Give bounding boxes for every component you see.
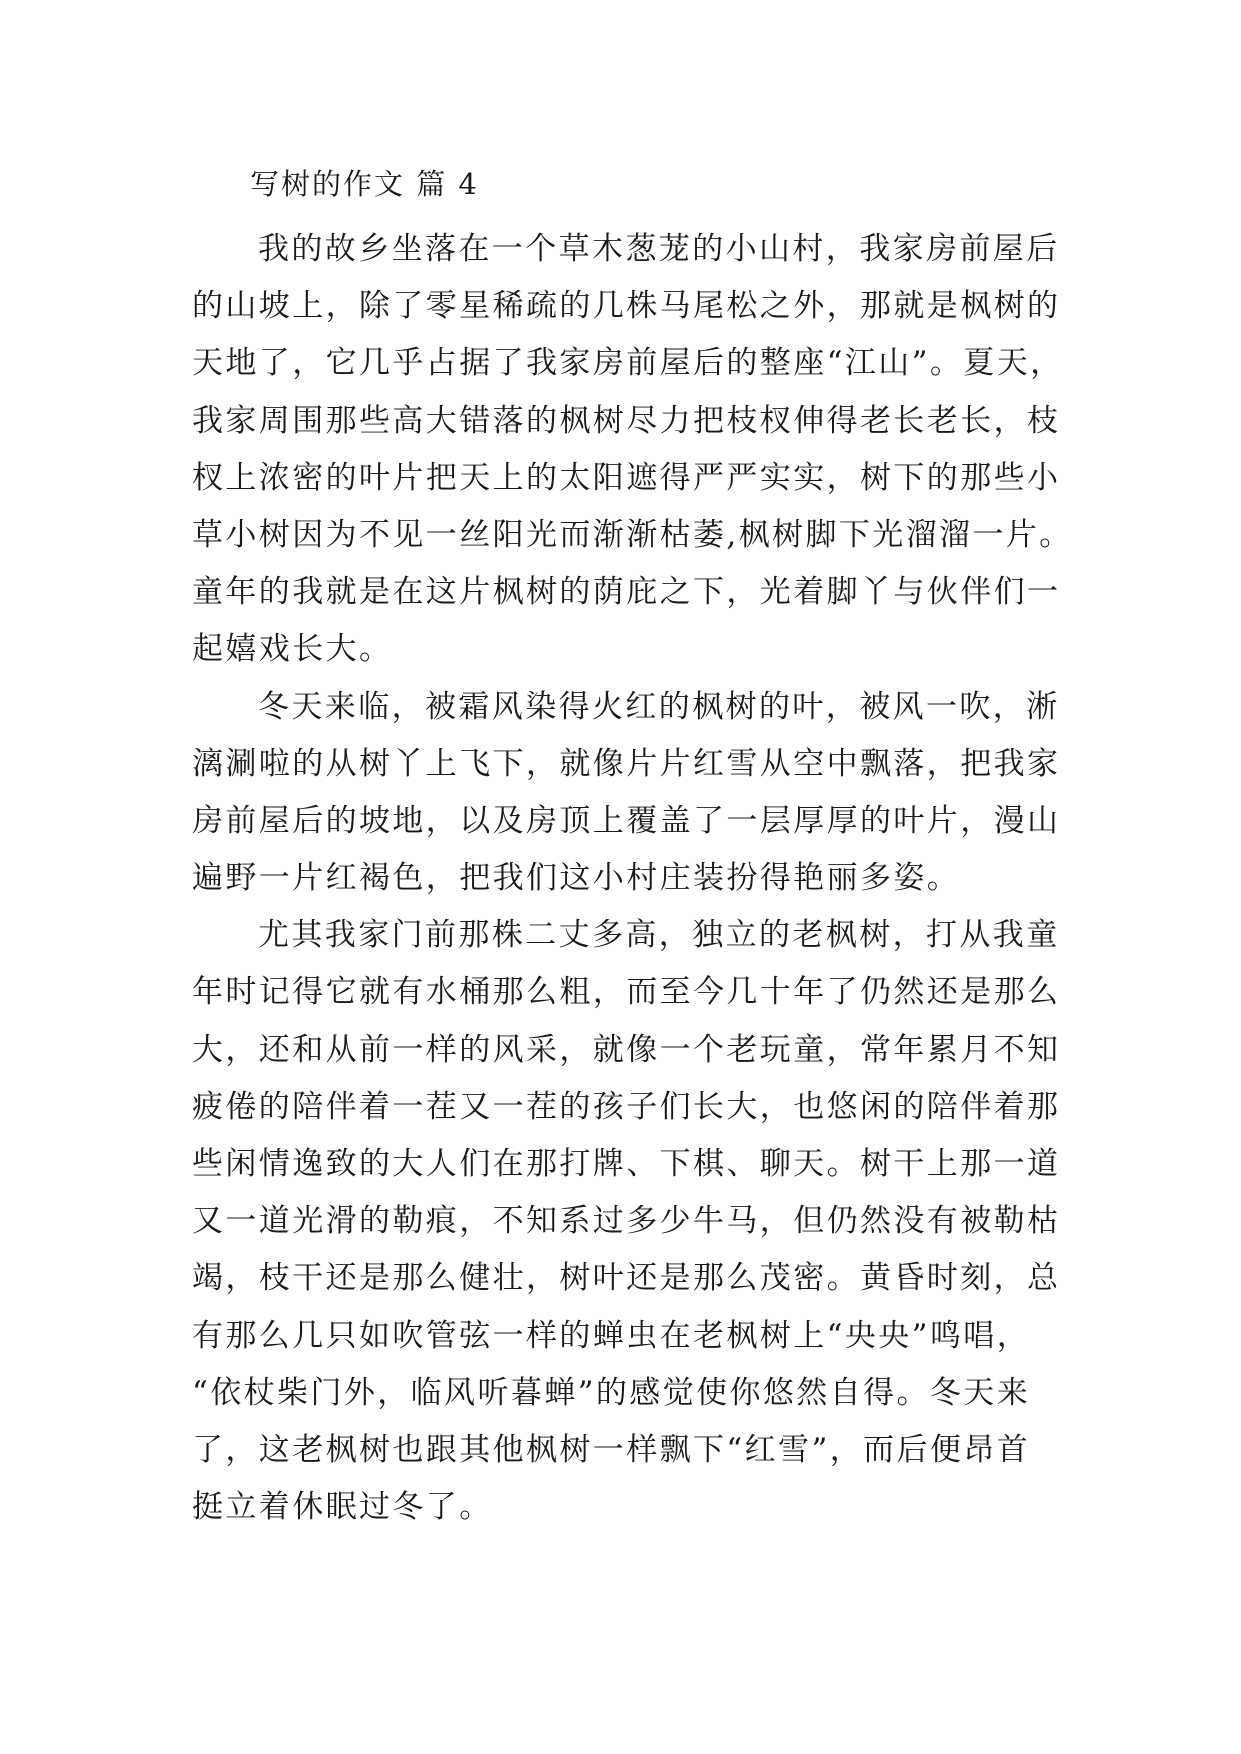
text-line: 的山坡上，除了零星稀疏的几株马尾松之外，那就是枫树的: [192, 288, 1061, 325]
text-line: “依杖柴门外，临风听暮蝉”的感觉使你悠然自得。冬天来: [192, 1374, 1031, 1411]
text-line: 漓涮啦的从树丫上飞下，就像片片红雪从空中飘落，把我家: [192, 745, 1061, 782]
text-line: 遍野一片红褐色，把我们这小村庄装扮得艳丽多姿。: [192, 860, 961, 897]
text-line: 杈上浓密的叶片把天上的太阳遮得严严实实，树下的那些小: [192, 459, 1061, 496]
text-line: 我家周围那些高大错落的枫树尽力把枝杈伸得老长老长，枝: [192, 402, 1061, 439]
text-line: 些闲情逸致的大人们在那打牌、下棋、聊天。树干上那一道: [192, 1146, 1061, 1182]
text-line: 大，还和从前一样的风采，就像一个老玩童，常年累月不知: [192, 1031, 1061, 1068]
text-line: 房前屋后的坡地，以及房顶上覆盖了一层厚厚的叶片，漫山: [192, 802, 1061, 839]
text-line: 年时记得它就有水桶那么粗，而至今几十年了仍然还是那么: [192, 974, 1061, 1011]
text-line: 竭，枝干还是那么健壮，树叶还是那么茂密。黄昏时刻，总: [192, 1260, 1061, 1297]
text-line: 草小树因为不见一丝阳光而渐渐枯萎,枫树脚下光溜溜一片。: [192, 516, 1073, 553]
text-line: 疲倦的陪伴着一茬又一茬的孩子们长大，也悠闲的陪伴着那: [192, 1088, 1061, 1125]
essay-body: [192, 221, 1072, 1536]
text-line: 童年的我就是在这片枫树的荫庇之下，光着脚丫与伙伴们一: [192, 574, 1061, 611]
text-line: 起嬉戏长大。: [192, 631, 393, 668]
text-line: 了，这老枫树也跟其他枫树一样飘下“红雪”，而后便昂首: [192, 1431, 1031, 1468]
text-line: 挺立着休眠过冬了。: [192, 1489, 493, 1526]
text-line: 我的故乡坐落在一个草木葱茏的小山村，我家房前屋后: [258, 231, 1060, 267]
text-line: 又一道光滑的勒痕，不知系过多少牛马，但仍然没有被勒枯: [192, 1203, 1061, 1240]
text-line: 有那么几只如吹管弦一样的蝉虫在老枫树上“央央”鸣唱，: [192, 1317, 1031, 1354]
text-line: 冬天来临，被霜风染得火红的枫树的叶，被风一吹，淅: [258, 688, 1060, 725]
text-line: 尤其我家门前那株二丈多高，独立的老枫树，打从我童: [258, 917, 1060, 954]
text-line: 天地了，它几乎占据了我家房前屋后的整座“江山”。夏天，: [192, 345, 1064, 382]
essay-title: 写树的作文 篇 4: [250, 167, 479, 201]
